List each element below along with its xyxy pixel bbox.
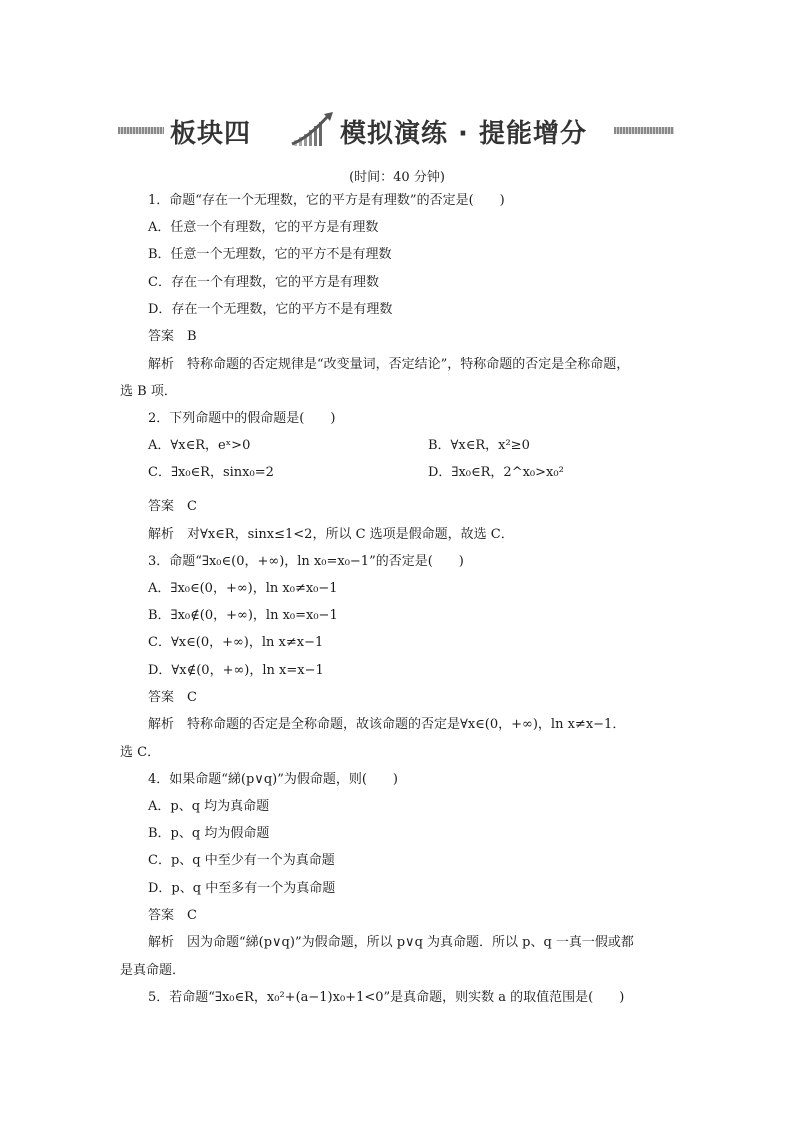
banner-left-bar [118, 127, 164, 134]
q1-option-d: D．存在一个无理数，它的平方不是有理数 [148, 302, 393, 317]
question-1: 1．命题“存在一个无理数，它的平方是有理数”的否定是( ) [148, 193, 505, 208]
q3-option-c: C．∀x∈(0，+∞)，ln x≠x−1 [148, 635, 324, 650]
q1-explanation-cont: 选 B 项． [120, 384, 177, 399]
q3-option-b: B．∃x₀∉(0，+∞)，ln x₀=x₀−1 [148, 608, 338, 623]
q3-explanation-cont: 选 C． [120, 745, 161, 760]
time-limit: (时间：40 分钟) [349, 170, 445, 185]
q2-option-a: A．∀x∈R，eˣ>0 [148, 438, 251, 453]
q4-explanation-cont: 是真命题． [120, 963, 186, 978]
question-2: 2．下列命题中的假命题是( ) [148, 411, 336, 426]
q4-explanation: 解析 因为命题“綈(p∨q)”为假命题，所以 p∨q 为真命题．所以 p、q 一真一假或都 [148, 935, 634, 950]
q3-option-a: A．∃x₀∈(0，+∞)，ln x₀≠x₀−1 [148, 581, 338, 596]
q2-option-c: C．∃x₀∈R，sinx₀=2 [148, 465, 274, 480]
question-5: 5．若命题“∃x₀∈R，x₀²+(a−1)x₀+1<0”是真命题，则实数 a 的取值范围是( ) [148, 990, 625, 1005]
question-4: 4．如果命题“綈(p∨q)”为假命题，则( ) [148, 772, 399, 787]
q2-explanation: 解析 对∀x∈R，sinx≤1<2，所以 C 选项是假命题，故选 C． [148, 527, 514, 542]
q4-answer: 答案 C [148, 908, 197, 923]
banner-right-bar [614, 127, 674, 134]
question-3: 3．命题“∃x₀∈(0，+∞)，ln x₀=x₀−1”的否定是( ) [148, 554, 464, 569]
q3-explanation: 解析 特称命题的否定是全称命题，故该命题的否定是∀x∈(0，+∞)，ln x≠x−1． [148, 717, 626, 732]
q2-answer: 答案 C [148, 499, 197, 514]
q4-option-d: D．p、q 中至多有一个为真命题 [148, 881, 336, 896]
q1-option-b: B．任意一个无理数，它的平方不是有理数 [148, 247, 392, 262]
growth-chart-icon [290, 110, 336, 150]
q2-option-b: B．∀x∈R，x²≥0 [428, 438, 530, 453]
q4-option-a: A．p、q 均为真命题 [148, 799, 270, 814]
q4-option-c: C．p、q 中至少有一个为真命题 [148, 853, 335, 868]
banner-title-right: 模拟演练 · 提能增分 [340, 119, 587, 149]
q1-option-a: A．任意一个有理数，它的平方是有理数 [148, 220, 379, 235]
q4-option-b: B．p、q 均为假命题 [148, 826, 270, 841]
q2-option-d: D．∃x₀∈R，2^x₀>x₀² [428, 465, 564, 480]
q3-option-d: D．∀x∉(0，+∞)，ln x=x−1 [148, 663, 324, 678]
section-banner [118, 110, 674, 152]
q1-option-c: C．存在一个有理数，它的平方是有理数 [148, 275, 379, 290]
q3-answer: 答案 C [148, 690, 197, 705]
banner-title-left: 板块四 [170, 119, 252, 149]
q1-explanation: 解析 特称命题的否定规律是“改变量词，否定结论”，特称命题的否定是全称命题， [148, 357, 630, 372]
q1-answer: 答案 B [148, 329, 197, 344]
